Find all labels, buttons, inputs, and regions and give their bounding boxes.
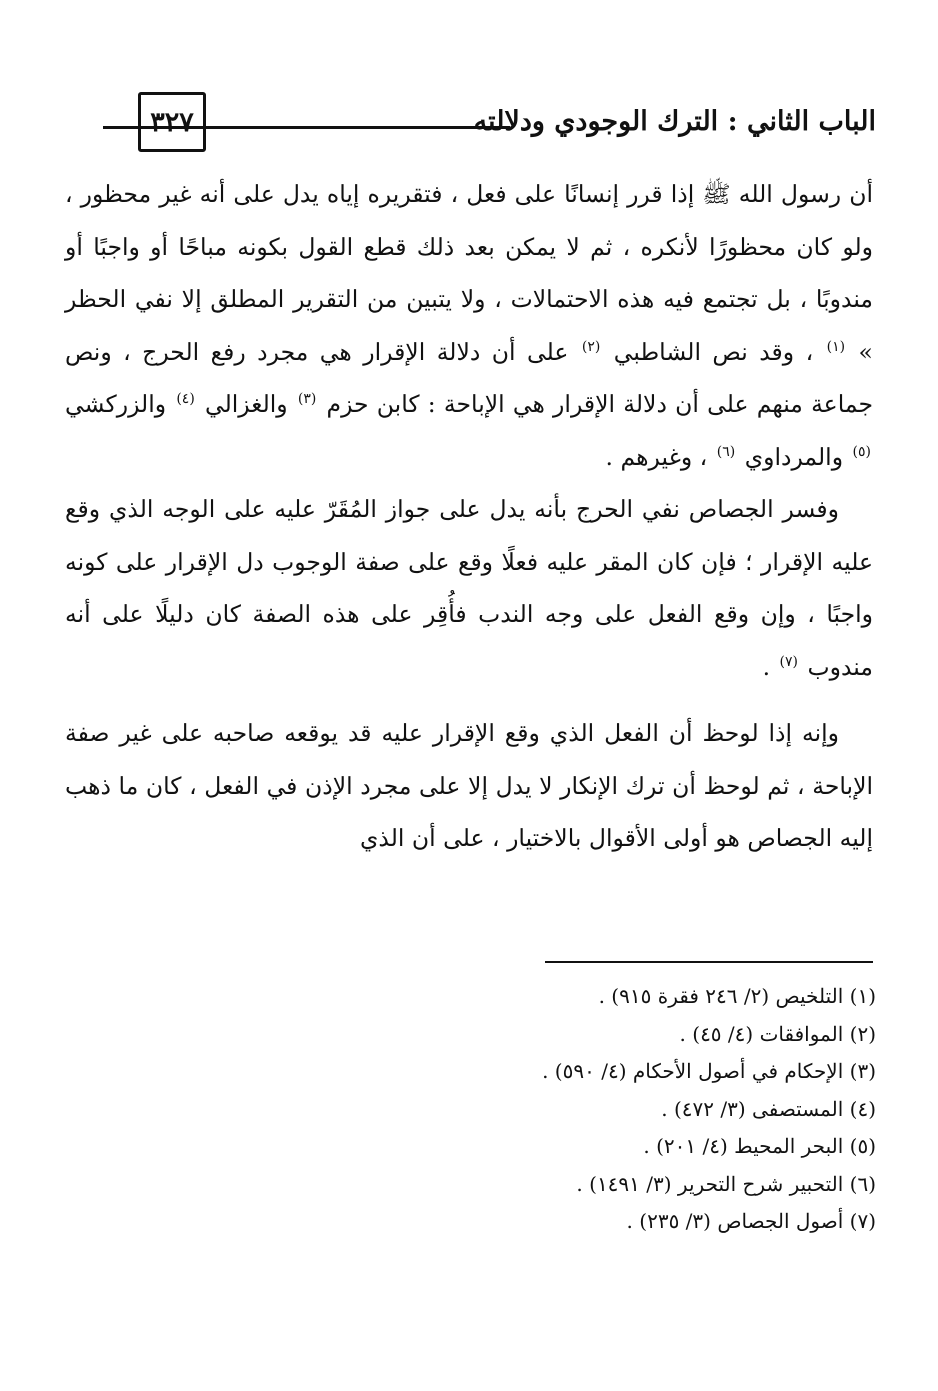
chapter-title: الباب الثاني : الترك الوجودي ودلالته (473, 106, 876, 137)
paragraph-3: وإنه إذا لوحظ أن الفعل الذي وقع الإقرار عليه قد يوقعه صاحبه على غير صفة الإباحة ، ثم لوحظ أن ترك الإنكار لا يدل إلا على مجرد الإذن في الفعل ، كان ما ذهب إليه الجصاص هو أولى الأقوال بالاختيار ، على أن الذي (65, 719, 873, 852)
footnote-ref-5[interactable]: (٥) (852, 443, 871, 460)
text-run: وفسر الجصاص نفي الحرج بأنه يدل على جواز المُقَرّ عليه على الوجه الذي وقع عليه الإقرار ؛ فإن كان المقر عليه فعلًا وقع على صفة الوجوب دل الإقرار على كونه واجبًا ، وإن وقع الفعل على وجه الندب فأُقِر على هذه الصفة كان دليلًا على أنه مندوب (65, 495, 873, 681)
footnote-2: (٢) الموافقات (٤/ ٤٥) . (679, 1021, 876, 1046)
text-run: . (762, 652, 771, 681)
text-run: والزركشي (65, 390, 167, 418)
footnote-ref-1[interactable]: (١) (826, 338, 846, 355)
footnotes (68, 978, 876, 1241)
paragraph-2 (65, 483, 873, 693)
footnote-ref-3[interactable]: (٣) (297, 391, 317, 408)
footnote-ref-4[interactable]: (٤) (176, 391, 195, 408)
footnote-ref-6[interactable]: (٦) (716, 443, 736, 460)
footnote-4: (٤) المستصفى (٣/ ٤٧٢) . (661, 1096, 876, 1121)
text-run: أن رسول الله ﷺ إذا قرر إنسانًا على فعل ، فتقريره إياه يدل على أنه غير محظور ، ولو كان محظورًا لأنكره ، ثم لا يمكن بعد ذلك قطع القول بكونه مباحًا أو واجبًا أو مندوبًا ، بل تجتمع فيه هذه الاحتمالات ، ولا يتبين من التقرير المطلق إلا نفي الحظر » (65, 180, 873, 366)
footnote-1: (١) التلخيص (٢/ ٢٤٦ فقرة ٩١٥) . (598, 984, 876, 1008)
footnote-separator (545, 961, 873, 963)
text-run: ، وغيرهم . (605, 442, 708, 471)
running-header (0, 86, 938, 166)
footnote-3: (٣) الإحكام في أصول الأحكام (٤/ ٥٩٠) . (542, 1059, 876, 1083)
footnote-ref-2[interactable]: (٢) (581, 338, 601, 355)
header-rule-left (103, 126, 138, 129)
footnote-5: (٥) البحر المحيط (٤/ ٢٠١) . (643, 1134, 876, 1158)
text-run: والغزالي (205, 390, 288, 418)
footnote-ref-7[interactable]: (٧) (779, 653, 799, 670)
text-run: على أن دلالة الإقرار هي مجرد رفع الحرج ، ونص جماعة منهم على أن دلالة الإقرار هي الإباحة : كابن حزم (65, 337, 873, 418)
footnote-7: (٧) أصول الجصاص (٣/ ٢٣٥) . (626, 1209, 876, 1233)
page-number: ٣٢٧ (138, 92, 206, 152)
footnote-6: (٦) التحبير شرح التحرير (٣/ ١٤٩١) . (576, 1171, 876, 1196)
paragraph-1 (65, 168, 873, 483)
text-run: ، وقد نص الشاطبي (613, 337, 814, 366)
text-run: والمرداوي (744, 442, 844, 471)
main-text (65, 168, 873, 865)
